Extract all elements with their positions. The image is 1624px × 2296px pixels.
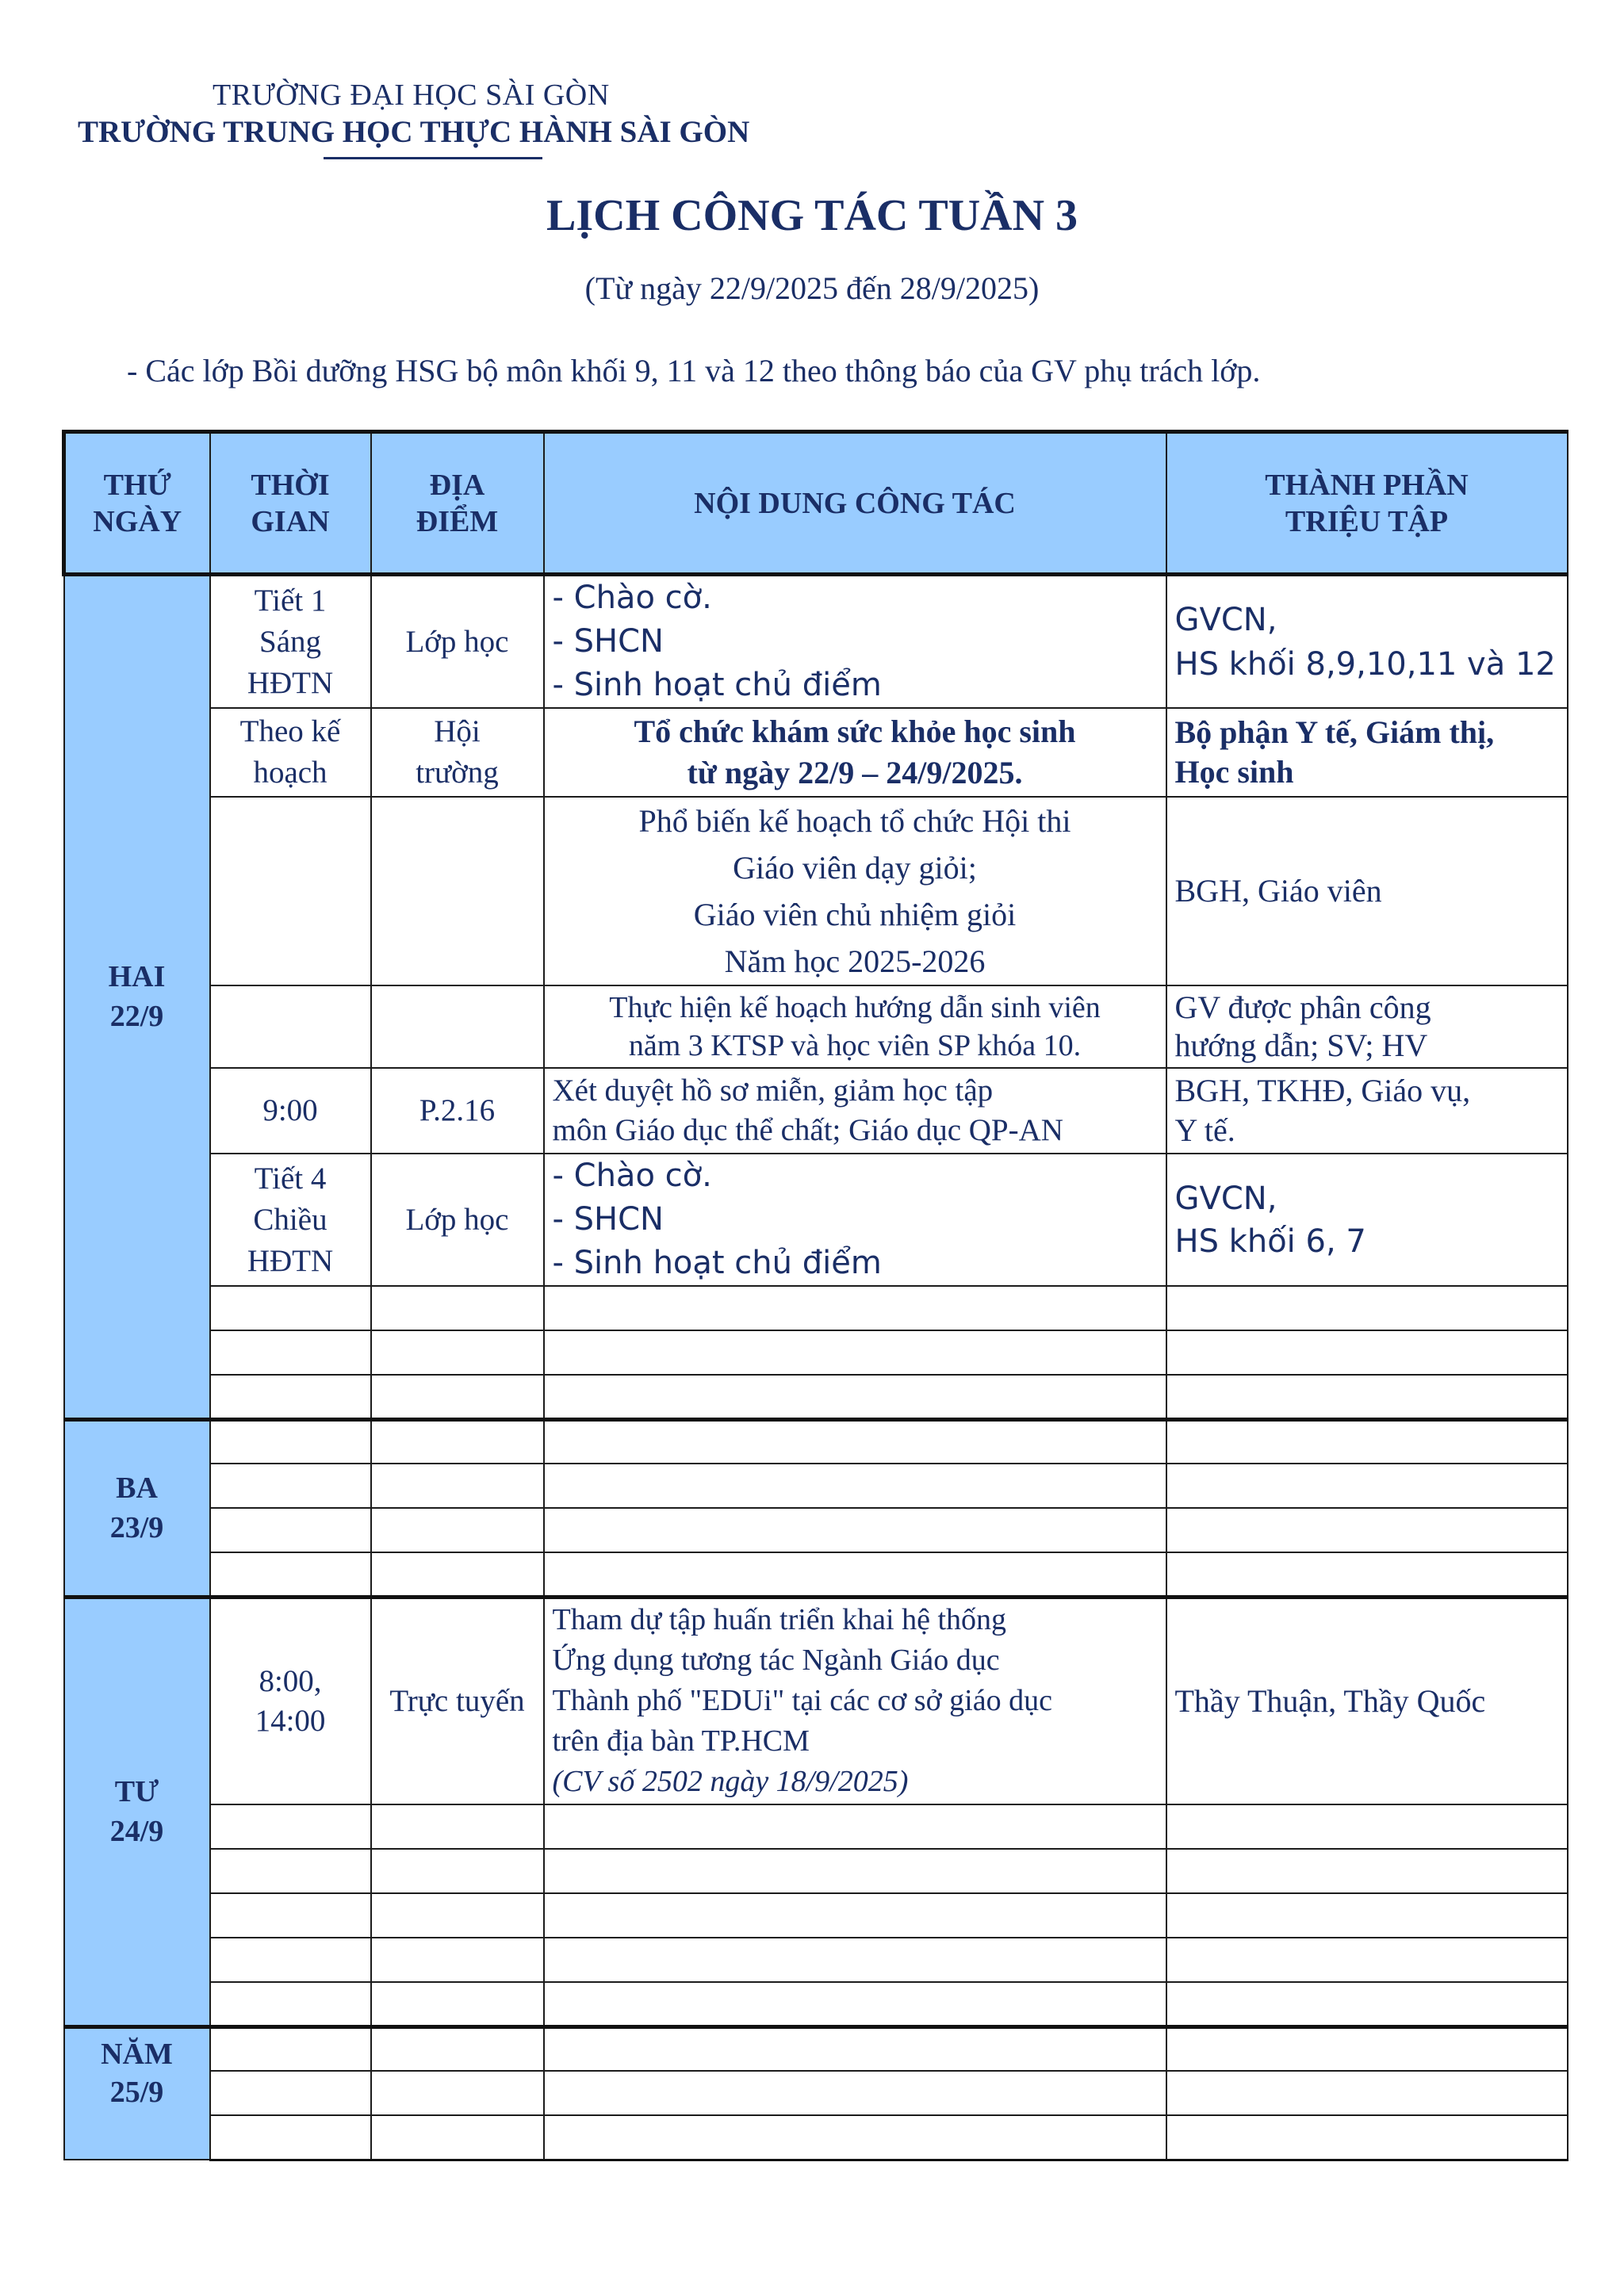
attendees-cell: BGH, Giáo viên [1166,797,1568,985]
content-cell [544,1849,1166,1893]
time-cell: Tiết 4 Chiều HĐTN [210,1154,371,1286]
table-row [64,1849,1568,1893]
time-cell [210,1464,371,1508]
attendees-cell [1166,2026,1568,2071]
content-cell [544,2115,1166,2160]
time-cell [210,985,371,1068]
time-cell [210,1893,371,1938]
content-cell [544,1804,1166,1849]
content-cell [544,1286,1166,1330]
attendees-cell [1166,1893,1568,1938]
content-cell [544,2071,1166,2115]
content-cell: Thực hiện kế hoạch hướng dẫn sinh viên năm 3 KTSP và học viên SP khóa 10. [544,985,1166,1068]
place-cell: Lớp học [371,575,544,709]
time-cell [210,1982,371,2026]
table-row [64,1893,1568,1938]
content-cell [544,1552,1166,1597]
content-cell [544,1893,1166,1938]
place-cell [371,985,544,1068]
content-cell: Tham dự tập huấn triển khai hệ thống Ứng dụng tương tác Ngành Giáo dục Thành phố "EDUi" tại các cơ sở giáo dục trên địa bàn TP.HCM (CV số 2502 ngày 18/9/2025) [544,1597,1166,1804]
attendees-cell: GV được phân công hướng dẫn; SV; HV [1166,985,1568,1068]
table-row [64,1330,1568,1375]
time-cell [210,1552,371,1597]
attendees-cell [1166,1330,1568,1375]
place-cell: Hội trường [371,708,544,797]
day-cell-mon: HAI 22/9 [64,575,210,1420]
page-title: LỊCH CÔNG TÁC TUẦN 3 [546,191,1078,240]
place-cell: Trực tuyến [371,1597,544,1804]
time-cell [210,1938,371,1982]
place-cell [371,1508,544,1552]
attendees-cell [1166,1464,1568,1508]
document-reference: (CV số 2502 ngày 18/9/2025) [552,1765,909,1799]
content-cell [544,1938,1166,1982]
time-cell [210,2115,371,2160]
col-header-time: THỜI GIAN [210,432,371,575]
table-row [64,1375,1568,1419]
time-cell [210,1849,371,1893]
time-cell [210,1804,371,1849]
content-cell: Xét duyệt hồ sơ miễn, giảm học tập môn Giáo dục thể chất; Giáo dục QP-AN [544,1068,1166,1154]
university-name: TRƯỜNG ĐẠI HỌC SÀI GÒN [213,78,610,112]
table-row [64,2026,1568,2071]
time-cell [210,1508,371,1552]
content-cell [544,1464,1166,1508]
school-name: TRƯỜNG TRUNG HỌC THỰC HÀNH SÀI GÒN [78,115,750,149]
general-note: - Các lớp Bồi dưỡng HSG bộ môn khối 9, 11 và 12 theo thông báo của GV phụ trách lớp. [127,353,1261,388]
date-range: (Từ ngày 22/9/2025 đến 28/9/2025) [584,270,1040,306]
attendees-cell: Thầy Thuận, Thầy Quốc [1166,1597,1568,1804]
content-cell: - Chào cờ. - SHCN - Sinh hoạt chủ điểm [544,1154,1166,1286]
place-cell [371,1464,544,1508]
place-cell [371,2026,544,2071]
place-cell [371,1893,544,1938]
attendees-cell [1166,1552,1568,1597]
table-row [64,1552,1568,1597]
place-cell [371,1938,544,1982]
time-cell [210,2071,371,2115]
attendees-cell [1166,1508,1568,1552]
place-cell: Lớp học [371,1154,544,1286]
attendees-cell [1166,2071,1568,2115]
time-cell [210,1286,371,1330]
place-cell [371,1375,544,1419]
time-cell [210,1419,371,1464]
table-row [64,1804,1568,1849]
table-row [64,1464,1568,1508]
time-cell: Theo kế hoạch [210,708,371,797]
time-cell [210,797,371,985]
attendees-cell: GVCN, HS khối 8,9,10,11 và 12 [1166,575,1568,709]
table-row [64,1154,1568,1286]
table-row [64,2071,1568,2115]
col-header-place: ĐỊA ĐIỂM [371,432,544,575]
content-cell: Phổ biến kế hoạch tổ chức Hội thi Giáo viên dạy giỏi; Giáo viên chủ nhiệm giỏi Năm học 2025-2026 [544,797,1166,985]
table-row [64,1597,1568,1804]
time-cell: 8:00, 14:00 [210,1597,371,1804]
time-cell [210,1375,371,1419]
attendees-cell [1166,1375,1568,1419]
table-row [64,1286,1568,1330]
place-cell: P.2.16 [371,1068,544,1154]
attendees-cell: Bộ phận Y tế, Giám thị, Học sinh [1166,708,1568,797]
content-cell [544,2026,1166,2071]
content-cell [544,1508,1166,1552]
content-cell [544,1419,1166,1464]
schedule-table [62,430,1568,2161]
day-cell-wed: TƯ 24/9 [64,1597,210,2026]
time-cell: 9:00 [210,1068,371,1154]
place-cell [371,2071,544,2115]
attendees-cell: BGH, TKHĐ, Giáo vụ, Y tế. [1166,1068,1568,1154]
table-row [64,1938,1568,1982]
time-cell [210,1330,371,1375]
content-cell [544,1330,1166,1375]
day-cell-thu: NĂM 25/9 [64,2026,210,2160]
attendees-cell [1166,1804,1568,1849]
content-cell [544,1375,1166,1419]
table-row [64,985,1568,1068]
attendees-cell [1166,1982,1568,2026]
place-cell [371,1330,544,1375]
table-row [64,797,1568,985]
table-row [64,2115,1568,2160]
table-row [64,1508,1568,1552]
attendees-cell [1166,1419,1568,1464]
day-cell-tue: BA 23/9 [64,1419,210,1597]
table-header-row [64,432,1568,575]
header-underline [324,157,542,159]
place-cell [371,797,544,985]
time-cell: Tiết 1 Sáng HĐTN [210,575,371,709]
place-cell [371,1849,544,1893]
place-cell [371,1552,544,1597]
attendees-cell [1166,1938,1568,1982]
col-header-attendees: THÀNH PHẦN TRIỆU TẬP [1166,432,1568,575]
table-row [64,1419,1568,1464]
table-row [64,575,1568,709]
place-cell [371,1286,544,1330]
place-cell [371,1804,544,1849]
table-row [64,708,1568,797]
content-cell [544,1982,1166,2026]
content-cell: - Chào cờ. - SHCN - Sinh hoạt chủ điểm [544,575,1166,709]
content-cell: Tổ chức khám sức khỏe học sinh từ ngày 22/9 – 24/9/2025. [544,708,1166,797]
table-row [64,1068,1568,1154]
place-cell [371,1982,544,2026]
table-row [64,1982,1568,2026]
time-cell [210,2026,371,2071]
col-header-content: NỘI DUNG CÔNG TÁC [544,432,1166,575]
attendees-cell [1166,1286,1568,1330]
place-cell [371,2115,544,2160]
place-cell [371,1419,544,1464]
attendees-cell: GVCN, HS khối 6, 7 [1166,1154,1568,1286]
attendees-cell [1166,2115,1568,2160]
col-header-day: THỨ NGÀY [64,432,210,575]
attendees-cell [1166,1849,1568,1893]
